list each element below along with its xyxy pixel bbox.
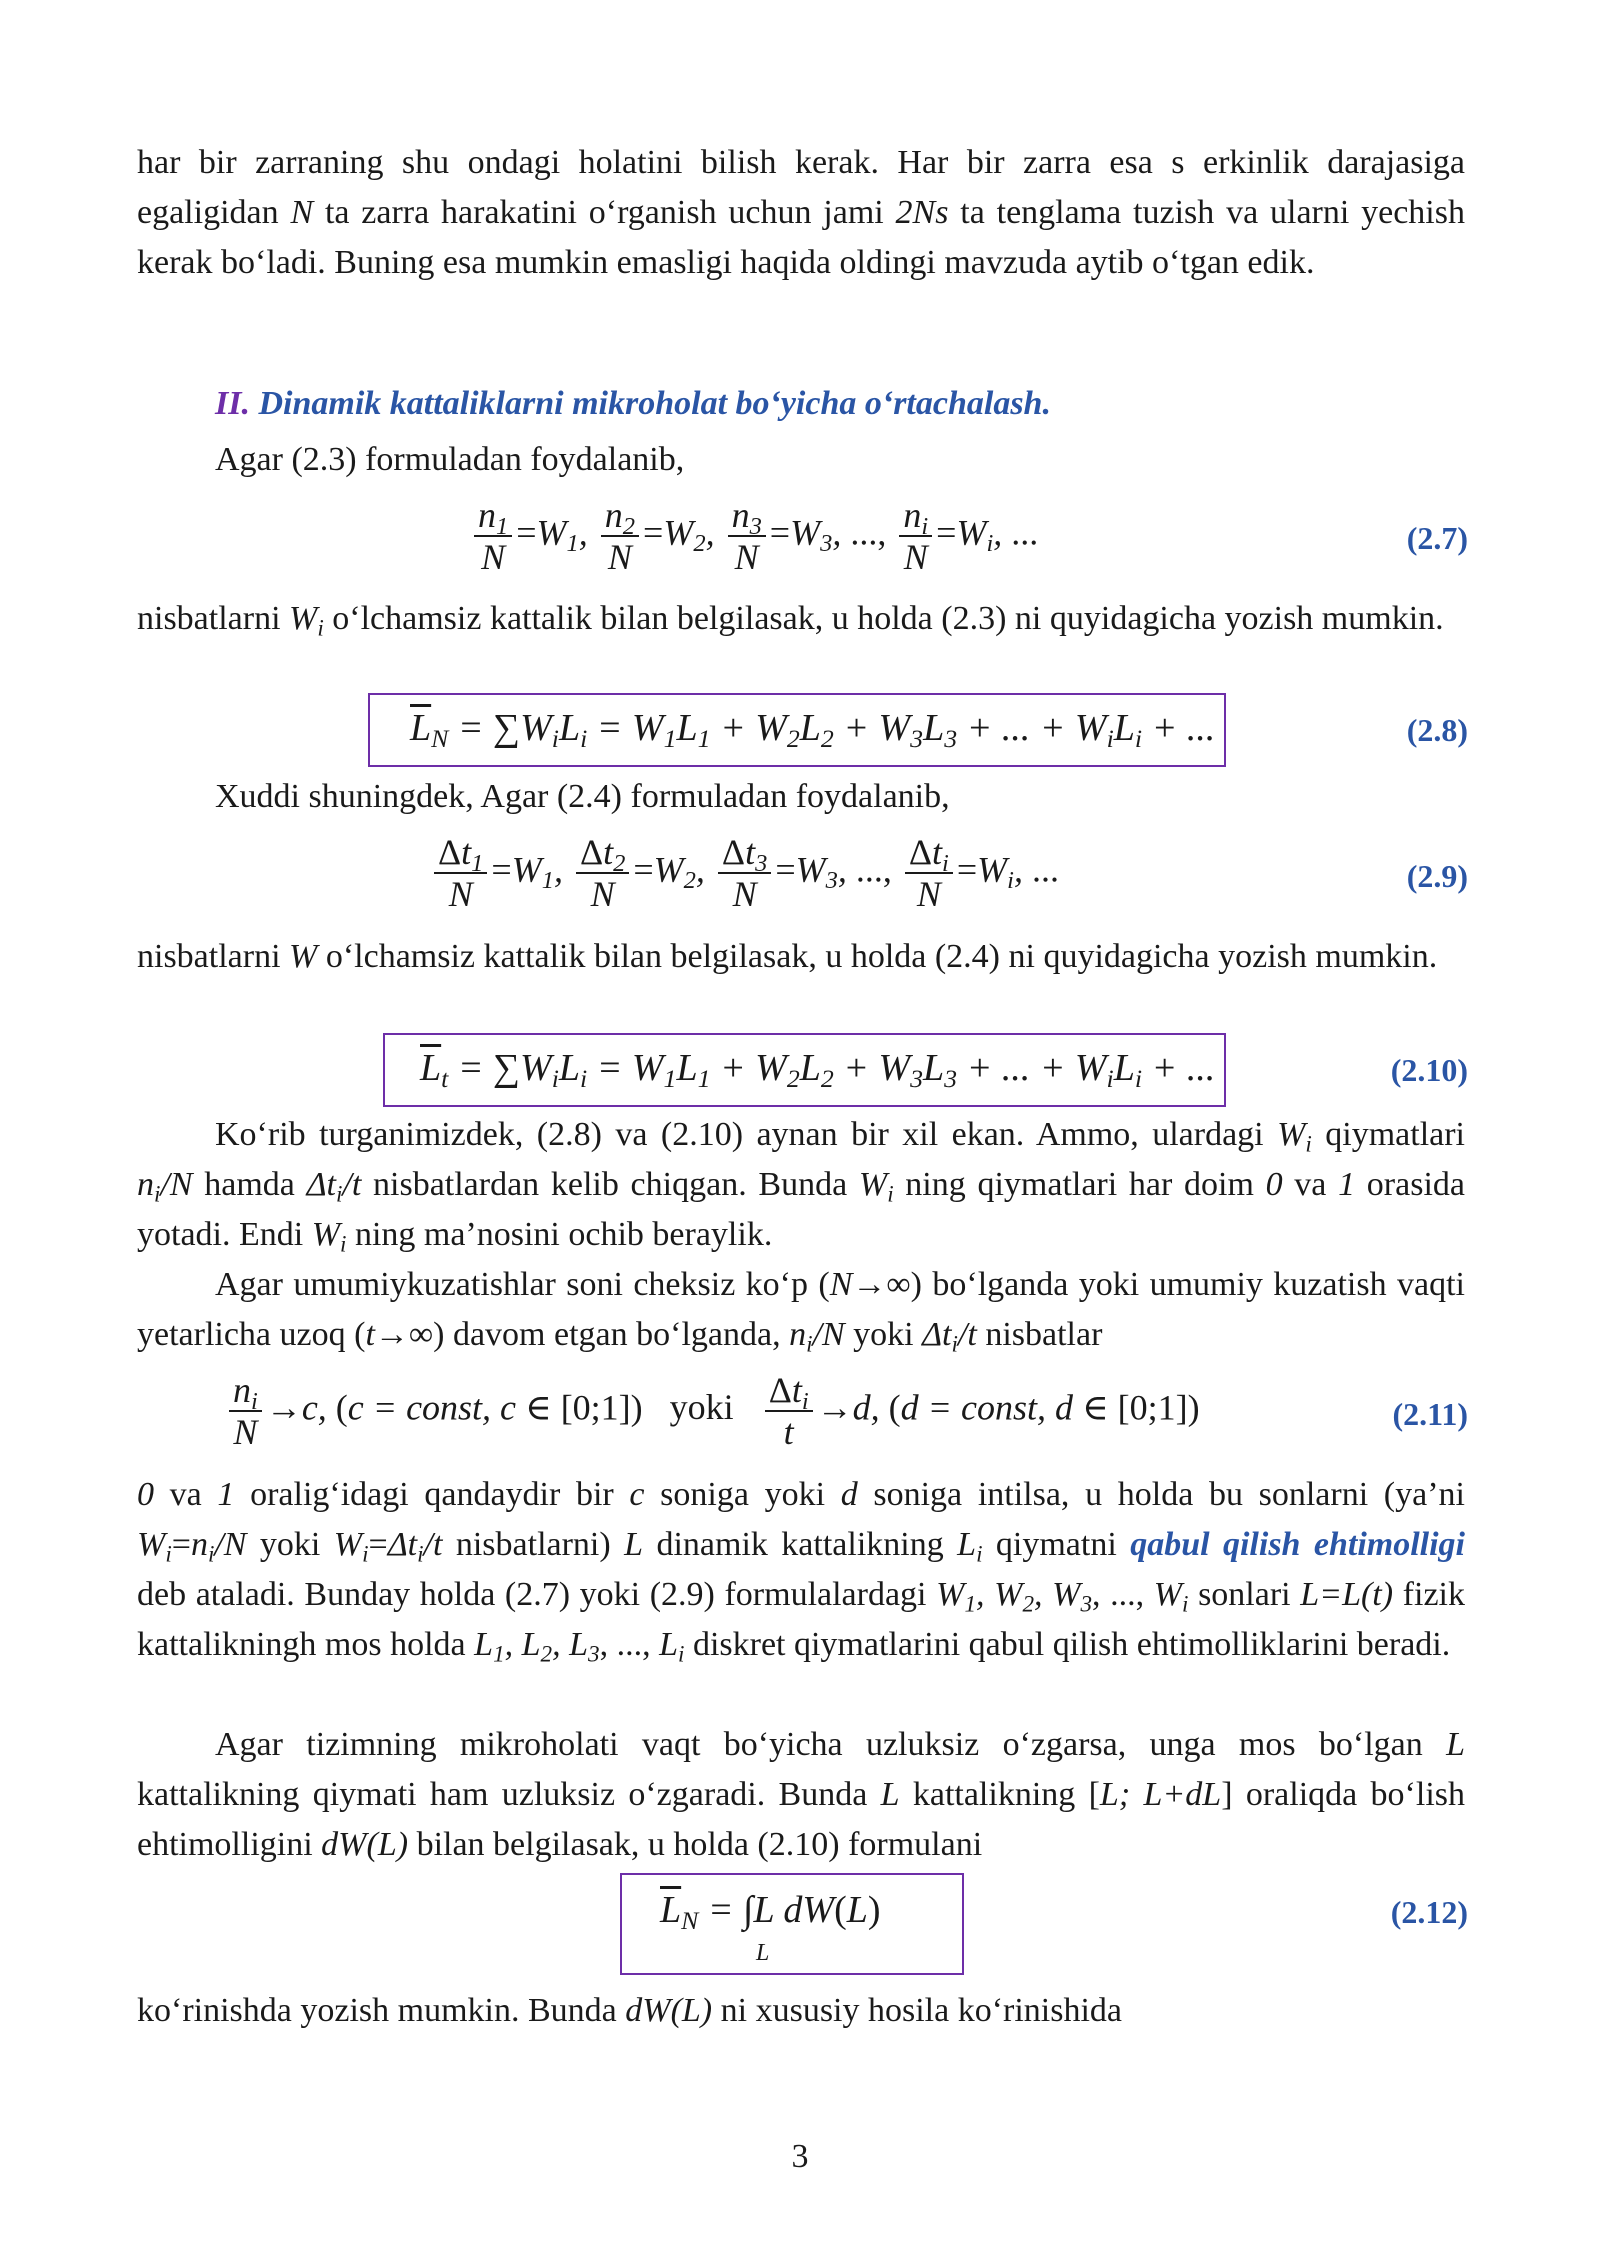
heading-number: II.	[215, 385, 250, 422]
heading-text: Dinamik kattaliklarni mikroholat bo‘yicha o‘rtachalash.	[258, 385, 1051, 422]
equation-2-11: $\frac{n_i}{N}$ →c, (c = const, c ∈ [0;1]) yoki $\frac{\Delta t_i}{t}$ →d, (d = const, d ∈ [0;1])	[225, 1370, 1200, 1452]
equation-2-12-subscript: L	[756, 1940, 770, 1966]
paragraph-6: Ko‘rib turganimizdek, (2.8) va (2.10) aynan bir xil ekan. Ammo, ulardagi $W_i$ qiymatlari $n_i/N$ hamda $\Delta t_i/t$ nisbatlardan kelib chiqgan. Bunda $W_i$ ning qiymatlari har doim 0 va 1 orasida yotadi. Endi $W_i$ ning ma’nosini ochib beraylik.	[137, 1116, 1465, 1258]
section-heading	[215, 385, 1051, 423]
paragraph-9: Agar tizimning mikroholati vaqt bo‘yicha uzluksiz o‘zgarsa, unga mos bo‘lgan L kattalikning qiymati ham uzluksiz o‘zgaradi. Bunda L kattalikning [L; L+dL] oraliqda bo‘lish ehtimolligini dW(L) bilan belgilasak, u holda (2.10) formulani	[137, 1726, 1466, 1863]
equation-number-2-9: (2.9)	[1406, 858, 1468, 894]
page-number: 3	[791, 2138, 809, 2175]
paragraph-3: nisbatlarni $W_i$ o‘lchamsiz kattalik bilan belgilasak, u holda (2.3) ni quyidagicha yozish mumkin.	[137, 600, 1444, 642]
equation-2-12: $\overline{L}_N = \int L$ dW(L)	[660, 1889, 881, 1936]
equation-number-2-12: (2.12)	[1390, 1894, 1468, 1930]
equation-2-11-yoki: yoki	[669, 1387, 734, 1428]
equation-number-2-11: (2.11)	[1392, 1396, 1468, 1432]
equation-2-8: $\overline{L}_N = \sum W_iL_i = W_1L_1 + W_2L_2 + W_3L_3$ + ... + $W_iL_i$ + ...	[410, 707, 1216, 754]
equation-2-10: $\overline{L}_t = \sum W_iL_i = W_1L_1 + W_2L_2 + W_3L_3$ + ... + $W_iL_i$ + ...	[420, 1047, 1216, 1094]
paragraph-2: Agar (2.3) formuladan foydalanib,	[215, 441, 685, 478]
equation-2-7: $\frac{n_1}{N}$ $=W_1$, $\frac{n_2}{N}$ $=W_2$, $\frac{n_3}{N}$ $=W_3$, ..., $\frac{n_i}{N}$ $=W_i$, ...	[470, 495, 1038, 577]
paragraph-4: Xuddi shuningdek, Agar (2.4) formuladan foydalanib,	[215, 778, 950, 815]
paragraph-7: Agar umumiykuzatishlar soni cheksiz ko‘p (N→∞) bo‘lganda yoki umumiy kuzatish vaqti yetarlicha uzoq (t→∞) davom etgan bo‘lganda, $n_i/N$ yoki $\Delta t_i/t$ nisbatlar	[137, 1266, 1465, 1358]
paragraph-10: ko‘rinishda yozish mumkin. Bunda dW(L) ni xususiy hosila ko‘rinishida	[137, 1992, 1123, 2029]
paragraph-1: har bir zarraning shu ondagi holatini bilish kerak. Har bir zarra esa s erkinlik darajasiga egaligidan N ta zarra harakatini o‘rganish uchun jami 2Ns ta tenglama tuzish va ularni yechish kerak bo‘ladi. Buning esa mumkin emasligi haqida oldingi mavzuda aytib o‘tgan edik.	[137, 144, 1465, 281]
equation-2-9: $\frac{\Delta t_1}{N}$ $=W_1$, $\frac{\Delta t_2}{N}$ $=W_2$, $\frac{\Delta t_3}{N}$ $=W_3$, ..., $\frac{\Delta t_i}{N}$ $=W_i$, ...	[430, 832, 1059, 914]
equation-number-2-8: (2.8)	[1406, 712, 1468, 748]
equation-number-2-7: (2.7)	[1406, 520, 1468, 556]
paragraph-5: nisbatlarni W o‘lchamsiz kattalik bilan belgilasak, u holda (2.4) ni quyidagicha yozish mumkin.	[137, 938, 1438, 975]
equation-number-2-10: (2.10)	[1390, 1052, 1468, 1088]
paragraph-8: 0 va 1 oralig‘idagi qandaydir bir c soniga yoki d soniga intilsa, u holda bu sonlarni (ya’ni $W_i=n_i/N$ yoki $W_i=\Delta t_i/t$ nisbatlarni) L dinamik kattalikning $L_i$ qiymatni qabul qilish ehtimolligi deb ataladi. Bunday holda (2.7) yoki (2.9) formulalardagi $W_1$, $W_2$, $W_3$, ..., $W_i$ sonlari L=L(t) fizik kattalikningh mos holda $L_1$, $L_2$, $L_3$, ..., $L_i$ diskret qiymatlarini qabul qilish ehtimolliklarini beradi.	[137, 1476, 1465, 1668]
